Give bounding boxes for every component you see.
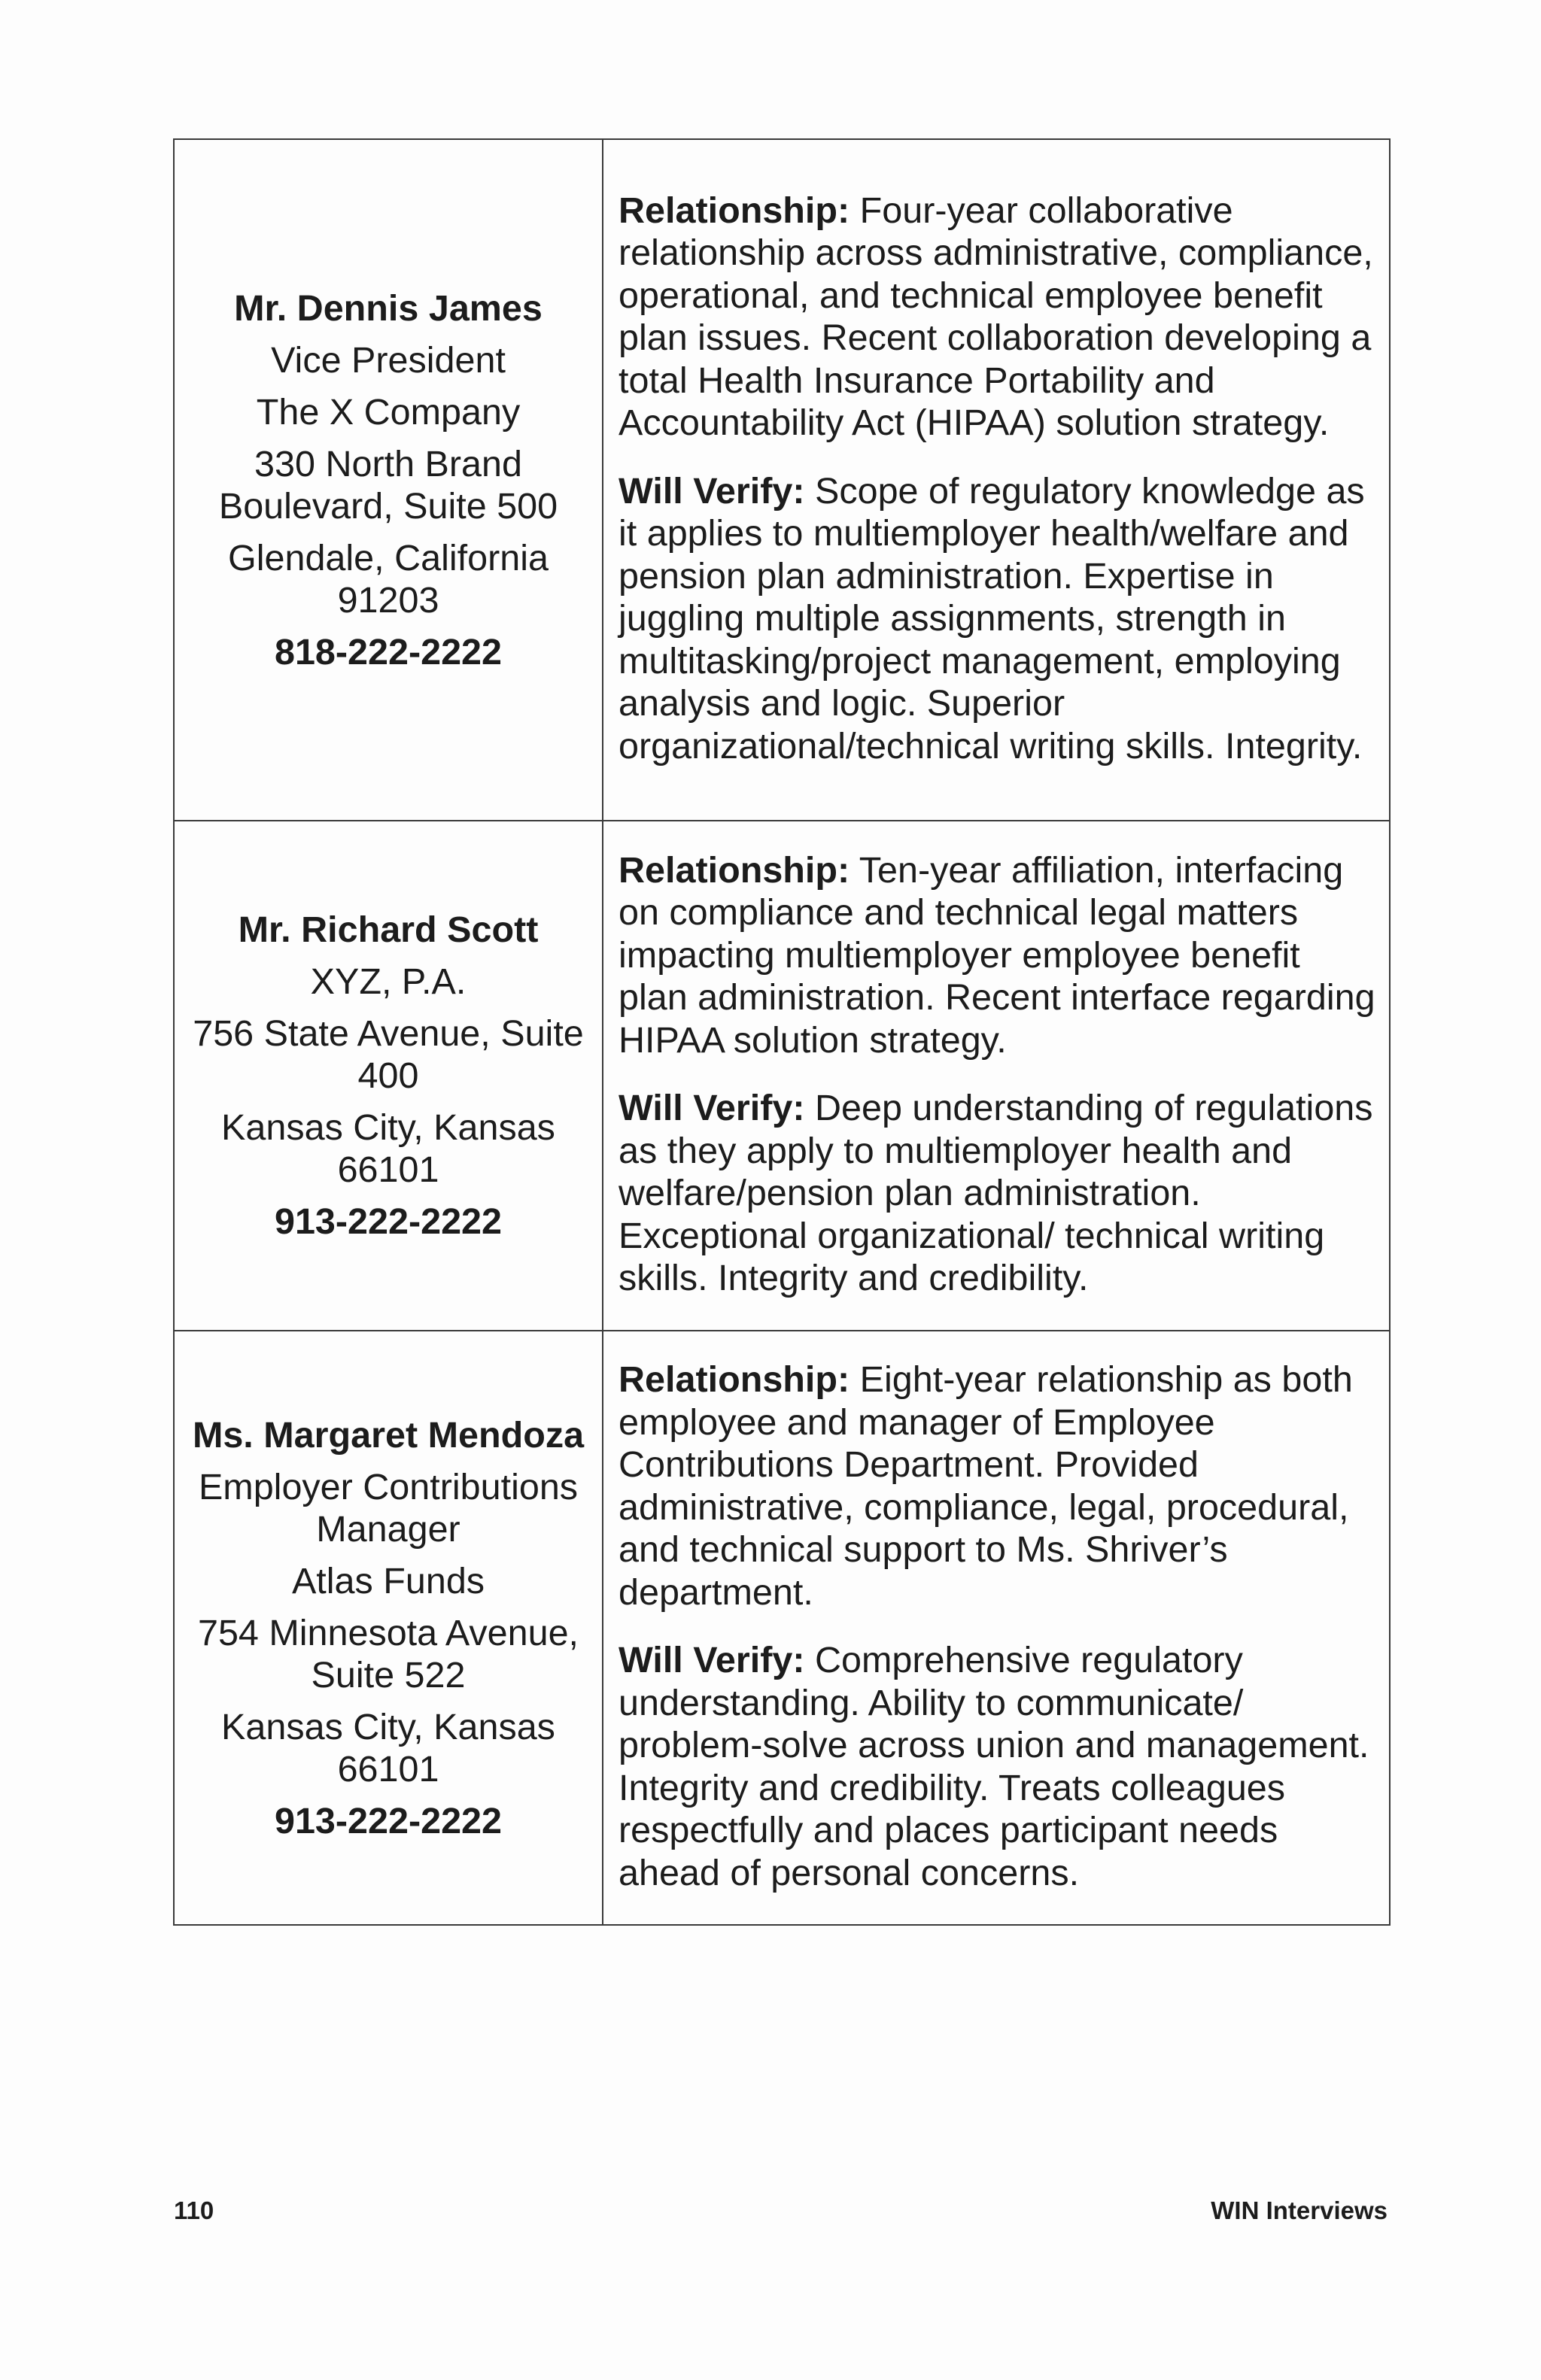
contact-company: The X Company (256, 391, 521, 433)
reference-row (174, 821, 1390, 1331)
contact-company: Atlas Funds (291, 1560, 485, 1601)
reference-row (174, 139, 1390, 821)
verify-text: Comprehensive regulatory understanding. Ability to communicate/ problem-solve across union and management. Integrity and credibility. Treats colleagues respectfully and places participant needs ahead of personal concerns. (619, 1640, 1369, 1893)
running-footer-title: WIN Interviews (1211, 2196, 1388, 2224)
contact-city: Glendale, California 91203 (228, 537, 549, 621)
reference-details (603, 821, 1390, 1331)
verify-label: Will Verify: (619, 1640, 805, 1680)
contact-city: Kansas City, Kansas 66101 (221, 1706, 555, 1790)
contact-info (174, 821, 603, 1331)
reference-details (603, 1331, 1390, 1925)
contact-phone: 913-222-2222 (274, 1800, 503, 1841)
relationship-text: Ten-year affiliation, interfacing on compliance and technical legal matters impacting multiemployer employee benefit plan administration. Recent interface regarding HIPAA solution strategy. (619, 849, 1375, 1061)
contact-name: Mr. Richard Scott (238, 909, 539, 950)
reference-row (174, 1331, 1390, 1925)
relationship-label: Relationship: (619, 190, 850, 231)
relationship-paragraph (619, 1358, 1378, 1613)
verify-label: Will Verify: (619, 1088, 805, 1128)
relationship-text: Eight-year relationship as both employee and manager of Employee Contributions Department. Provided administrative, compliance, legal, procedural, and technical support to Ms. Shriver’s department. (619, 1359, 1353, 1613)
verify-paragraph (619, 1639, 1378, 1894)
reference-details (603, 139, 1390, 821)
contact-street: 756 State Avenue, Suite 400 (193, 1013, 584, 1096)
page-number: 110 (174, 2196, 214, 2224)
contact-info (174, 1331, 603, 1925)
contact-company: XYZ, P.A. (310, 961, 467, 1002)
verify-text: Deep understanding of regulations as they apply to multiemployer health and welfare/pension plan administration. Exceptional organizational/ technical writing skills. Integrity and credibility. (619, 1088, 1373, 1298)
verify-paragraph (619, 470, 1378, 768)
contact-street: 330 North Brand Boulevard, Suite 500 (218, 443, 558, 527)
references-table (173, 138, 1391, 1926)
contact-title: Vice President (271, 339, 506, 381)
contact-city: Kansas City, Kansas 66101 (221, 1107, 555, 1190)
verify-text: Scope of regulatory knowledge as it applies to multiemployer health/welfare and pension plan administration. Expertise in juggling multiple assignments, strength in multitasking/project management, employing analysis and logic. Superior organizational/technical writing skills. Integrity. (619, 470, 1365, 767)
contact-name: Ms. Margaret Mendoza (192, 1414, 585, 1456)
relationship-paragraph (619, 849, 1378, 1062)
relationship-text: Four-year collaborative relationship across administrative, compliance, operational, and technical employee benefit plan issues. Recent collaboration developing a total Health Insurance Portability and Accountability Act (HIPAA) solution strategy. (619, 190, 1373, 444)
verify-label: Will Verify: (619, 470, 805, 512)
relationship-label: Relationship: (619, 1359, 850, 1400)
contact-street: 754 Minnesota Avenue, Suite 522 (197, 1612, 579, 1695)
contact-phone: 913-222-2222 (274, 1201, 503, 1242)
relationship-paragraph (619, 190, 1378, 445)
contact-phone: 818-222-2222 (274, 631, 503, 672)
contact-name: Mr. Dennis James (234, 287, 543, 329)
relationship-label: Relationship: (619, 849, 850, 891)
contact-info (174, 139, 603, 821)
verify-paragraph (619, 1087, 1378, 1300)
contact-title: Employer Contributions Manager (198, 1466, 579, 1550)
